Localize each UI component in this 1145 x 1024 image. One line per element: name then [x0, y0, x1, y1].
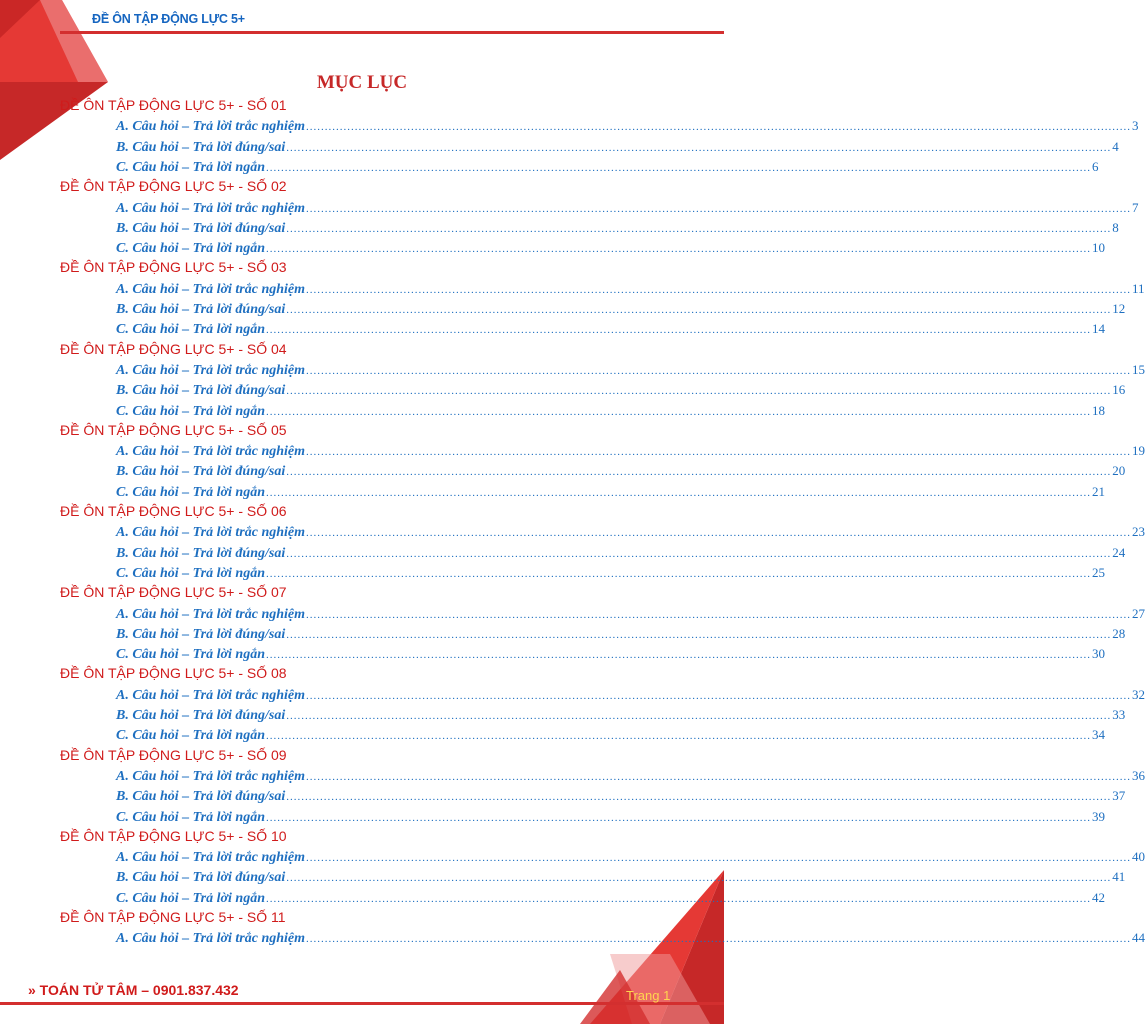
toc-dot-leader: ............................................................................................................................................................................................................................ — [265, 892, 1091, 905]
toc-dot-leader: ............................................................................................................................................................................................................................ — [265, 405, 1091, 418]
toc-dot-leader: ............................................................................................................................................................................................................................ — [286, 872, 1112, 885]
toc-entry-page: 6 — [1091, 158, 1099, 174]
toc-entry-page: 19 — [1132, 443, 1145, 459]
toc-entry-label: A. Câu hỏi – Trả lời trắc nghiệm — [116, 850, 306, 866]
toc-entry-label: B. Câu hỏi – Trả lời đúng/sai — [116, 464, 286, 480]
toc-entry[interactable] — [116, 544, 1126, 565]
toc-entry[interactable] — [116, 382, 1126, 402]
toc-entry-page: 34 — [1091, 727, 1105, 743]
toc-entry-label: C. Câu hỏi – Trả lời ngắn — [116, 159, 265, 175]
toc-entry-page: 24 — [1112, 544, 1126, 560]
toc-entry[interactable] — [116, 301, 1126, 321]
toc-entry-page: 27 — [1132, 605, 1145, 621]
toc-entry[interactable] — [116, 463, 1126, 483]
toc-entry-label: C. Câu hỏi – Trả lời ngắn — [116, 484, 265, 500]
toc-entry-label: B. Câu hỏi – Trả lời đúng/sai — [116, 545, 286, 561]
toc-entry-label: C. Câu hỏi – Trả lời ngắn — [116, 728, 265, 744]
toc-dot-leader: ............................................................................................................................................................................................................................ — [306, 689, 1132, 702]
toc-entry-page: 23 — [1132, 524, 1145, 540]
toc-dot-leader: ............................................................................................................................................................................................................................ — [286, 385, 1112, 398]
toc-entry-page: 10 — [1091, 240, 1105, 256]
toc-entry[interactable] — [116, 625, 1126, 646]
toc-exam-heading[interactable]: ĐỀ ÔN TẬP ĐỘNG LỰC 5+ - SỐ 10 — [60, 827, 287, 844]
toc-entry[interactable] — [116, 199, 1139, 220]
toc-entry-page: 44 — [1132, 930, 1145, 946]
footer-contact: » TOÁN TỬ TÂM – 0901.837.432 — [28, 982, 239, 998]
toc-entry-label: A. Câu hỏi – Trả lời trắc nghiệm — [116, 687, 306, 703]
toc-dot-leader: ............................................................................................................................................................................................................................ — [286, 141, 1112, 154]
toc-entry-page: 21 — [1091, 483, 1105, 499]
toc-entry-label: B. Câu hỏi – Trả lời đúng/sai — [116, 626, 286, 642]
toc-dot-leader: ............................................................................................................................................................................................................................ — [286, 547, 1112, 560]
toc-entry-label: C. Câu hỏi – Trả lời ngắn — [116, 322, 265, 338]
toc-entry-label: A. Câu hỏi – Trả lời trắc nghiệm — [116, 119, 306, 135]
toc-entry-page: 8 — [1112, 219, 1119, 235]
toc-dot-leader: ............................................................................................................................................................................................................................ — [306, 446, 1132, 459]
toc-dot-leader: ............................................................................................................................................................................................................................ — [265, 649, 1091, 662]
toc-entry-label: B. Câu hỏi – Trả lời đúng/sai — [116, 383, 286, 399]
toc-entry-page: 12 — [1112, 301, 1126, 316]
toc-entry-label: A. Câu hỏi – Trả lời trắc nghiệm — [116, 444, 306, 460]
toc-entry[interactable] — [116, 707, 1126, 727]
toc-exam-heading[interactable]: ĐỀ ÔN TẬP ĐỘNG LỰC 5+ - SỐ 07 — [60, 584, 287, 601]
toc-entry-page: 4 — [1112, 138, 1119, 154]
toc-entry-label: A. Câu hỏi – Trả lời trắc nghiệm — [116, 362, 306, 378]
toc-dot-leader: ............................................................................................................................................................................................................................ — [286, 466, 1112, 479]
toc-exam-heading[interactable]: ĐỀ ÔN TẬP ĐỘNG LỰC 5+ - SỐ 09 — [60, 746, 287, 763]
toc-entry[interactable] — [116, 767, 1145, 788]
toc-entry-label: A. Câu hỏi – Trả lời trắc nghiệm — [116, 768, 306, 784]
toc-dot-leader: ............................................................................................................................................................................................................................ — [306, 608, 1132, 621]
toc-entry-label: B. Câu hỏi – Trả lời đúng/sai — [116, 870, 286, 886]
toc-entry-page: 32 — [1132, 686, 1145, 702]
toc-entry[interactable] — [116, 240, 1105, 260]
toc-dot-leader: ............................................................................................................................................................................................................................ — [265, 811, 1091, 824]
toc-dot-leader: ............................................................................................................................................................................................................................ — [306, 202, 1132, 215]
toc-entry[interactable] — [116, 808, 1105, 829]
toc-entry-page: 39 — [1091, 808, 1105, 824]
header-title: ĐỀ ÔN TẬP ĐỘNG LỰC 5+ — [92, 12, 245, 26]
toc-dot-leader: ............................................................................................................................................................................................................................ — [265, 486, 1091, 499]
toc-entry-page: 3 — [1132, 118, 1139, 134]
toc-entry[interactable] — [116, 483, 1105, 504]
toc-dot-leader: ............................................................................................................................................................................................................................ — [306, 283, 1132, 296]
toc-dot-leader: ............................................................................................................................................................................................................................ — [306, 364, 1132, 377]
toc-entry[interactable] — [116, 686, 1145, 707]
header-divider — [60, 31, 724, 34]
toc-entry-page: 25 — [1091, 564, 1105, 580]
toc-entry[interactable] — [116, 524, 1145, 544]
toc-dot-leader: ............................................................................................................................................................................................................................ — [306, 933, 1132, 946]
toc-entry-page: 7 — [1132, 199, 1139, 215]
toc-entry-page: 14 — [1091, 321, 1105, 337]
toc-entry-page: 41 — [1112, 869, 1126, 885]
toc-entry-label: B. Câu hỏi – Trả lời đúng/sai — [116, 139, 286, 155]
toc-dot-leader: ............................................................................................................................................................................................................................ — [306, 527, 1132, 540]
toc-entry[interactable] — [116, 564, 1105, 585]
toc-entry-label: B. Câu hỏi – Trả lời đúng/sai — [116, 708, 286, 723]
toc-dot-leader: ............................................................................................................................................................................................................................ — [265, 730, 1091, 743]
toc-entry[interactable] — [116, 219, 1119, 240]
toc-entry-page: 33 — [1112, 707, 1126, 722]
toc-title: MỤC LỤC — [316, 72, 408, 93]
toc-dot-leader: ............................................................................................................................................................................................................................ — [286, 304, 1112, 316]
toc-dot-leader: ............................................................................................................................................................................................................................ — [306, 852, 1132, 865]
toc-exam-heading[interactable]: ĐỀ ÔN TẬP ĐỘNG LỰC 5+ - SỐ 02 — [60, 178, 287, 195]
toc-dot-leader: ............................................................................................................................................................................................................................ — [306, 770, 1132, 783]
toc-entry-page: 42 — [1091, 889, 1105, 905]
toc-entry-page: 15 — [1132, 361, 1145, 377]
toc-entry-label: A. Câu hỏi – Trả lời trắc nghiệm — [116, 606, 306, 622]
toc-entry-label: B. Câu hỏi – Trả lời đúng/sai — [116, 220, 286, 236]
toc-entry-label: C. Câu hỏi – Trả lời ngắn — [116, 809, 265, 825]
toc-entry-page: 11 — [1132, 280, 1145, 296]
toc-entry-label: C. Câu hỏi – Trả lời ngắn — [116, 647, 265, 663]
toc-dot-leader: ............................................................................................................................................................................................................................ — [286, 791, 1112, 804]
toc-entry-label: C. Câu hỏi – Trả lời ngắn — [116, 403, 265, 419]
toc-entry[interactable] — [116, 361, 1145, 382]
toc-entry[interactable] — [116, 605, 1145, 626]
page-number: Trang 1 — [626, 988, 671, 1003]
toc-entry-label: C. Câu hỏi – Trả lời ngắn — [116, 241, 265, 257]
toc-entry[interactable] — [116, 727, 1105, 747]
toc-exam-heading[interactable]: ĐỀ ÔN TẬP ĐỘNG LỰC 5+ - SỐ 11 — [60, 909, 286, 925]
toc-dot-leader: ............................................................................................................................................................................................................................ — [265, 324, 1091, 337]
toc-entry-label: A. Câu hỏi – Trả lời trắc nghiệm — [116, 525, 306, 541]
toc-dot-leader: ............................................................................................................................................................................................................................ — [286, 710, 1112, 722]
toc-entry[interactable] — [116, 646, 1105, 666]
toc-entry-page: 30 — [1091, 646, 1105, 662]
toc-exam-heading[interactable]: ĐỀ ÔN TẬP ĐỘNG LỰC 5+ - SỐ 01 — [60, 97, 287, 113]
toc-exam-heading[interactable]: ĐỀ ÔN TẬP ĐỘNG LỰC 5+ - SỐ 04 — [60, 340, 287, 357]
toc-entry-page: 36 — [1132, 767, 1145, 783]
toc-entry-label: B. Câu hỏi – Trả lời đúng/sai — [116, 789, 286, 805]
toc-exam-heading[interactable]: ĐỀ ÔN TẬP ĐỘNG LỰC 5+ - SỐ 06 — [60, 503, 287, 519]
toc-dot-leader: ............................................................................................................................................................................................................................ — [265, 567, 1091, 580]
toc-entry-page: 28 — [1112, 625, 1126, 641]
toc-entry[interactable] — [116, 849, 1145, 869]
toc-entry-label: C. Câu hỏi – Trả lời ngắn — [116, 565, 265, 581]
toc-exam-heading[interactable]: ĐỀ ÔN TẬP ĐỘNG LỰC 5+ - SỐ 05 — [60, 421, 287, 438]
toc-dot-leader: ............................................................................................................................................................................................................................ — [265, 243, 1091, 256]
toc-entry[interactable] — [116, 788, 1126, 808]
toc-entry-page: 37 — [1112, 788, 1126, 804]
toc-entry[interactable] — [116, 402, 1105, 423]
toc-entry-label: B. Câu hỏi – Trả lời đúng/sai — [116, 302, 286, 317]
toc-entry[interactable] — [116, 869, 1126, 889]
toc-entry[interactable] — [116, 158, 1099, 179]
toc-entry[interactable] — [116, 321, 1105, 341]
toc-entry-label: A. Câu hỏi – Trả lời trắc nghiệm — [116, 931, 306, 947]
toc-exam-heading[interactable]: ĐỀ ÔN TẬP ĐỘNG LỰC 5+ - SỐ 03 — [60, 259, 287, 276]
toc-entry-label: A. Câu hỏi – Trả lời trắc nghiệm — [116, 200, 306, 216]
toc-entry[interactable] — [116, 889, 1105, 910]
toc-entry-page: 40 — [1132, 849, 1145, 865]
toc-dot-leader: ............................................................................................................................................................................................................................ — [265, 161, 1091, 174]
toc-entry[interactable] — [116, 930, 1145, 950]
toc-dot-leader: ............................................................................................................................................................................................................................ — [286, 222, 1112, 235]
toc-entry[interactable] — [116, 118, 1139, 138]
toc-entry-page: 18 — [1091, 402, 1105, 418]
toc-entry[interactable] — [116, 280, 1145, 301]
toc-entry-label: C. Câu hỏi – Trả lời ngắn — [116, 890, 265, 906]
toc-entry[interactable] — [116, 443, 1145, 463]
toc-entry-label: A. Câu hỏi – Trả lời trắc nghiệm — [116, 281, 306, 297]
footer-divider — [0, 1002, 724, 1005]
toc-exam-heading[interactable]: ĐỀ ÔN TẬP ĐỘNG LỰC 5+ - SỐ 08 — [60, 665, 287, 682]
toc-dot-leader: ............................................................................................................................................................................................................................ — [306, 121, 1132, 134]
toc-entry[interactable] — [116, 138, 1119, 159]
toc-dot-leader: ............................................................................................................................................................................................................................ — [286, 628, 1112, 641]
toc-entry-page: 20 — [1112, 463, 1126, 479]
toc-entry-page: 16 — [1112, 382, 1126, 398]
